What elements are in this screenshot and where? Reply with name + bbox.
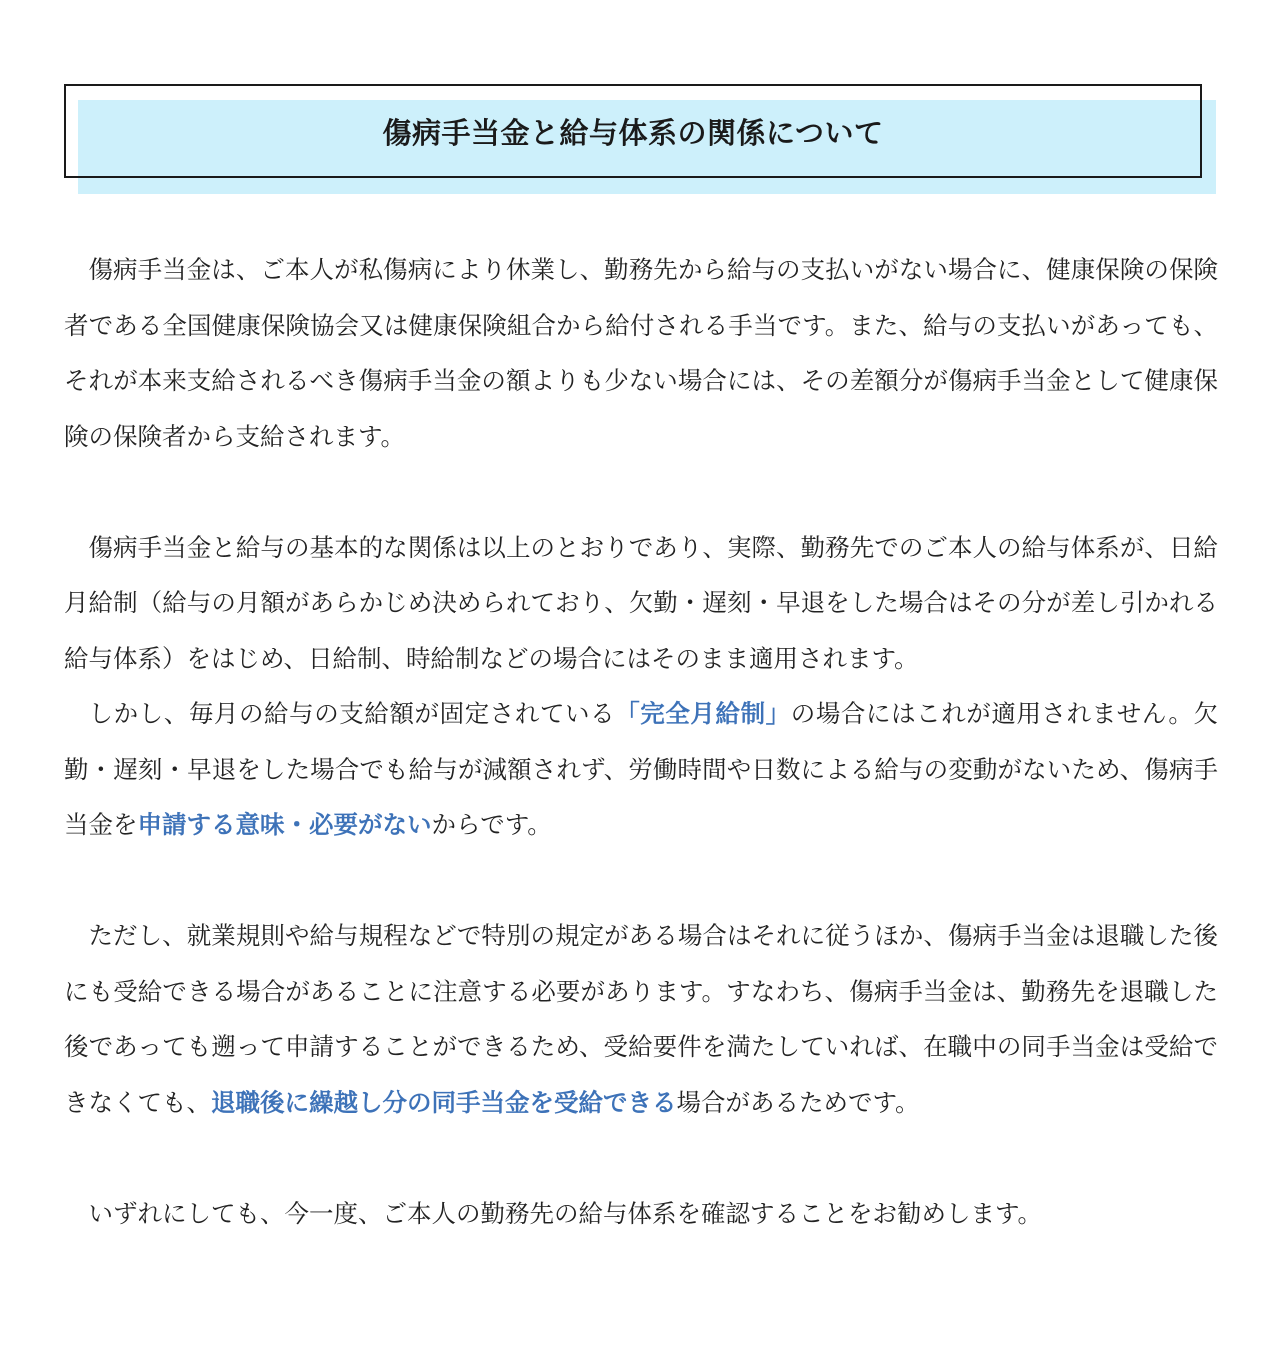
paragraph-2: 傷病手当金と給与の基本的な関係は以上のとおりであり、実際、勤務先でのご本人の給与体系が、日給月給制（給与の月額があらかじめ決められており、欠勤・遅刻・早退をした場合はその分が差し引かれる給与体系）をはじめ、日給制、時給制などの場合にはそのまま適用されます。 <box>64 532 1218 673</box>
page-title: 傷病手当金と給与体系の関係について <box>382 115 884 150</box>
paragraph-1: 傷病手当金は、ご本人が私傷病により休業し、勤務先から給与の支払いがない場合に、健康保険の保険者である全国健康保険協会又は健康保険組合から給付される手当です。また、給与の支払いがあっても、それが本来支給されるべき傷病手当金の額よりも少ない場合には、その差額分が傷病手当金として健康保険の保険者から支給されます。 <box>64 255 1218 451</box>
paragraph-3-text-b: の場合にはこれが適用されません。欠勤・遅刻・早退をした場合でも給与が減額されず、労働時間や日数による給与の変動がないため、傷病手当金を <box>64 699 1219 839</box>
spacer <box>64 1130 1218 1186</box>
title-banner <box>64 84 1216 194</box>
spacer <box>64 853 1218 909</box>
paragraph-4 <box>64 908 1218 1130</box>
title-frame <box>64 84 1202 178</box>
paragraph-5: いずれにしても、今一度、ご本人の勤務先の給与体系を確認することをお勧めします。 <box>88 1198 1043 1228</box>
spacer <box>64 464 1218 520</box>
highlight-carryover-benefit: 退職後に繰越し分の同手当金を受給できる <box>211 1087 677 1117</box>
paragraph-4-text-a: ただし、就業規則や給与規程などで特別の規定がある場合はそれに従うほか、傷病手当金は退職した後にも受給できる場合があることに注意する必要があります。すなわち、傷病手当金は、勤務先を退職した後であっても遡って申請することができるため、受給要件を満たしていれば、在職中の同手当金は受給できなくても、 <box>64 921 1218 1117</box>
highlight-no-need-to-apply: 申請する意味・必要がない <box>137 810 432 839</box>
paragraph-3-text-a: しかし、毎月の給与の支給額が固定されている <box>88 699 616 728</box>
paragraph-4-text-b: 場合があるためです。 <box>676 1087 920 1117</box>
highlight-full-monthly-salary: 「完全月給制」 <box>615 699 791 728</box>
paragraph-3-text-c: からです。 <box>431 810 552 839</box>
paragraph-3 <box>64 686 1218 853</box>
article-body <box>64 242 1218 1241</box>
